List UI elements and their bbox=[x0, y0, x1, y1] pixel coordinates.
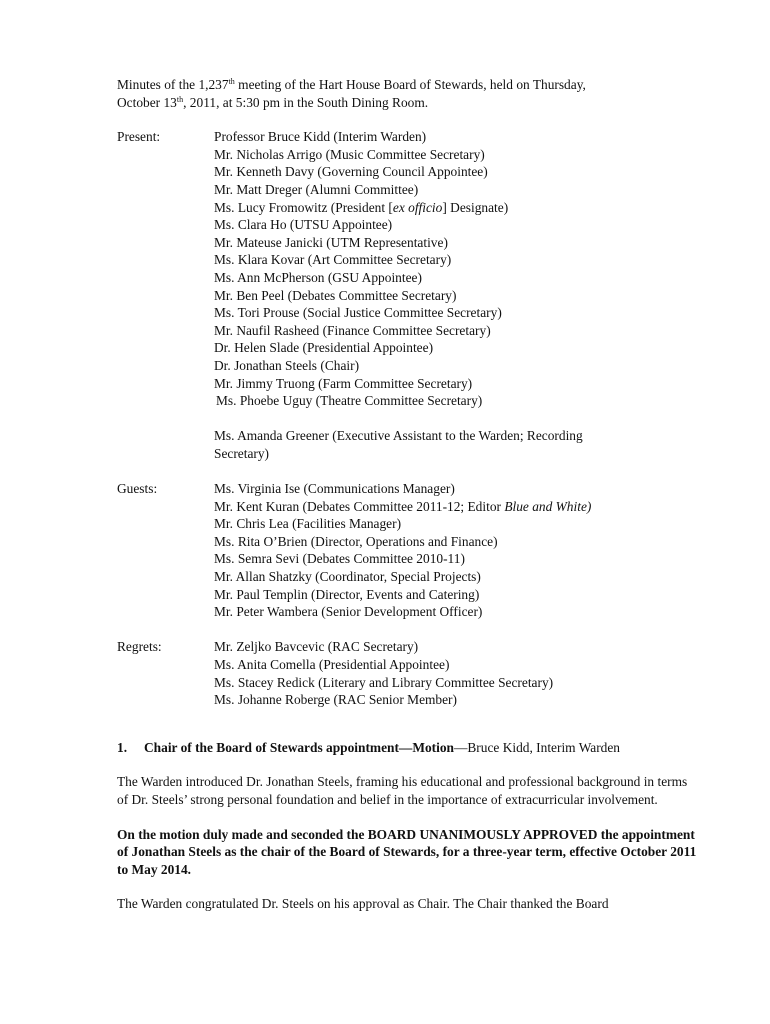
list-item: Mr. Nicholas Arrigo (Music Committee Secretary) bbox=[214, 146, 485, 162]
list-item: Mr. Mateuse Janicki (UTM Representative) bbox=[214, 234, 448, 250]
list-item: Ms. Ann McPherson (GSU Appointee) bbox=[214, 269, 422, 285]
section-1-paragraph-1: The Warden introduced Dr. Jonathan Steels, framing his educational and professional background in terms of Dr. Steels’ strong personal foundation and belief in the importance of extracurricular involvement. bbox=[117, 774, 688, 807]
list-item: Ms. Virginia Ise (Communications Manager) bbox=[214, 481, 455, 497]
list-item: Mr. Chris Lea (Facilities Manager) bbox=[214, 516, 402, 532]
regrets-list bbox=[214, 638, 697, 708]
present-list bbox=[214, 128, 697, 462]
list-item: Mr. Paul Templin (Director, Events and Catering) bbox=[214, 586, 480, 602]
list-item: Dr. Helen Slade (Presidential Appointee) bbox=[214, 340, 434, 356]
list-item: Mr. Kenneth Davy (Governing Council Appointee) bbox=[214, 164, 488, 180]
minutes-document bbox=[117, 76, 697, 913]
list-item: Dr. Jonathan Steels (Chair) bbox=[214, 357, 360, 373]
list-item-fromowitz-text-b: ] Designate) bbox=[442, 199, 509, 215]
intro-text-4: , 2011, at 5:30 pm in the South Dining Room. bbox=[183, 94, 429, 110]
list-item: Ms. Klara Kovar (Art Committee Secretary) bbox=[214, 252, 452, 268]
section-presenter: —Bruce Kidd, Interim Warden bbox=[453, 739, 620, 755]
guests-list bbox=[214, 480, 697, 621]
list-item: Ms. Anita Comella (Presidential Appointee) bbox=[214, 657, 450, 672]
section-title: Chair of the Board of Stewards appointment—Motion bbox=[144, 739, 454, 755]
recording-secretary-line-1: Ms. Amanda Greener (Executive Assistant to the Warden; Recording bbox=[214, 428, 583, 444]
list-item: Mr. Naufil Rasheed (Finance Committee Secretary) bbox=[214, 322, 491, 338]
section-1-paragraph-2: The Warden congratulated Dr. Steels on his approval as Chair. The Chair thanked the Board bbox=[117, 896, 609, 912]
list-item: Ms. Semra Sevi (Debates Committee 2010-11) bbox=[214, 551, 465, 567]
present-label: Present: bbox=[117, 129, 161, 145]
regrets-label: Regrets: bbox=[117, 639, 162, 655]
list-item-kuran bbox=[214, 498, 697, 516]
section-1-heading bbox=[117, 739, 697, 757]
list-item: Ms. Rita O’Brien (Director, Operations and Finance) bbox=[214, 533, 498, 549]
intro-paragraph bbox=[117, 76, 697, 111]
regrets-section bbox=[117, 638, 697, 708]
guests-label: Guests: bbox=[117, 481, 158, 497]
section-number: 1. bbox=[117, 739, 128, 755]
list-item: Mr. Peter Wambera (Senior Development Officer) bbox=[214, 604, 483, 620]
recording-secretary-line-2: Secretary) bbox=[214, 445, 270, 461]
section-heading-text bbox=[144, 739, 620, 757]
list-item: Ms. Clara Ho (UTSU Appointee) bbox=[214, 217, 393, 233]
list-item-fromowitz bbox=[214, 199, 697, 217]
intro-text-3: October 13 bbox=[117, 94, 177, 110]
list-item: Ms. Phoebe Uguy (Theatre Committee Secretary) bbox=[216, 393, 483, 409]
list-item: Mr. Jimmy Truong (Farm Committee Secretary) bbox=[214, 375, 473, 391]
intro-ordinal-sup: th bbox=[228, 77, 235, 86]
list-item-fromowitz-text-a: Ms. Lucy Fromowitz (President [ bbox=[214, 199, 393, 215]
list-item-fromowitz-italic: ex officio bbox=[392, 199, 443, 215]
list-item: Ms. Stacey Redick (Literary and Library Committee Secretary) bbox=[214, 674, 554, 690]
list-item: Mr. Matt Dreger (Alumni Committee) bbox=[214, 181, 419, 197]
intro-date-sup: th bbox=[176, 94, 184, 104]
motion-statement: On the motion duly made and seconded the BOARD UNANIMOUSLY APPROVED the appointment of Jonathan Steels as the chair of the Board of Stewards, for a three-year term, effective October 2011 to May 2014. bbox=[117, 826, 697, 877]
list-item-kuran-italic: Blue and White) bbox=[504, 498, 592, 514]
list-item: Mr. Zeljko Bavcevic (RAC Secretary) bbox=[214, 639, 419, 655]
intro-text-1: Minutes of the 1,237 bbox=[117, 77, 229, 92]
list-item: Ms. Johanne Roberge (RAC Senior Member) bbox=[214, 692, 457, 708]
guests-section bbox=[117, 480, 697, 621]
list-item-kuran-text: Mr. Kent Kuran (Debates Committee 2011-12; Editor bbox=[214, 498, 505, 514]
intro-text-2: meeting of the Hart House Board of Stewards, held on Thursday, bbox=[234, 77, 586, 92]
present-section bbox=[117, 128, 697, 462]
list-item: Professor Bruce Kidd (Interim Warden) bbox=[214, 129, 427, 145]
list-item: Mr. Allan Shatzky (Coordinator, Special Projects) bbox=[214, 569, 481, 585]
list-item: Ms. Tori Prouse (Social Justice Committee Secretary) bbox=[214, 305, 502, 321]
list-item: Mr. Ben Peel (Debates Committee Secretary) bbox=[214, 287, 457, 303]
